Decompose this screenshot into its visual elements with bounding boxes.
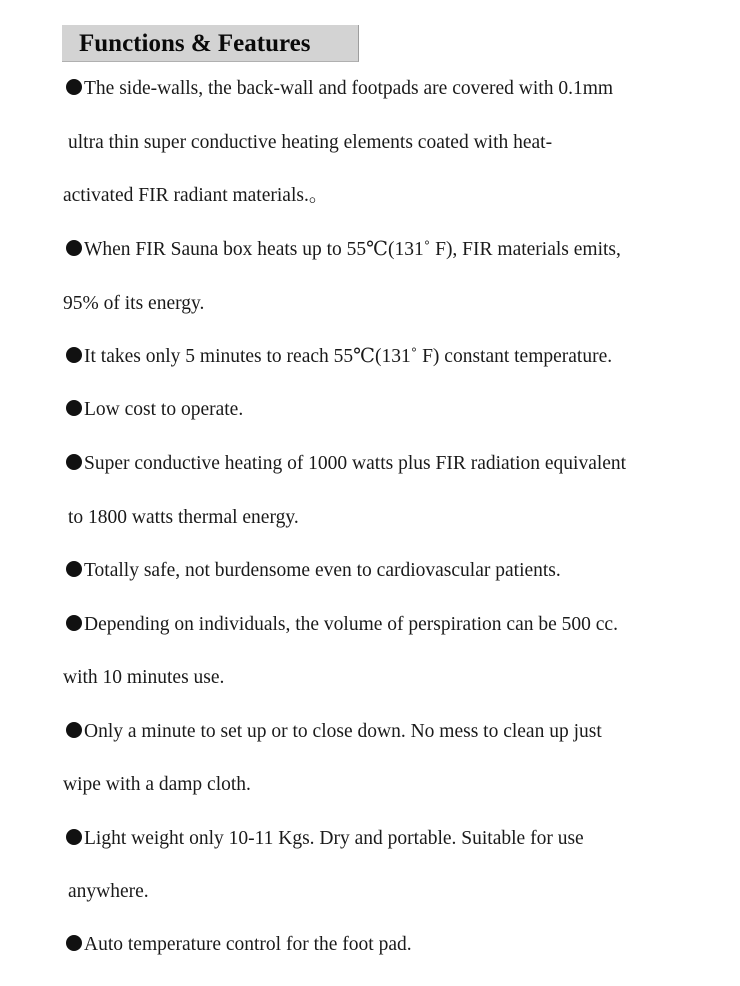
- bullet-icon: [66, 454, 82, 470]
- feature-text: It takes only 5 minutes to reach 55℃(131˚ F) constant temperature.: [84, 346, 613, 367]
- feature-line-16: [68, 880, 149, 904]
- feature-text: to 1800 watts thermal energy.: [68, 507, 299, 528]
- feature-line-6: [66, 345, 612, 369]
- feature-text: Only a minute to set up or to close down. No mess to clean up just: [84, 721, 602, 742]
- bullet-icon: [66, 347, 82, 363]
- section-header: [62, 25, 359, 62]
- feature-line-9: [68, 506, 299, 530]
- feature-line-17: [66, 933, 412, 957]
- feature-text: Depending on individuals, the volume of perspiration can be 500 cc.: [84, 614, 618, 635]
- feature-text: activated FIR radiant materials.。: [63, 185, 329, 206]
- bullet-icon: [66, 935, 82, 951]
- bullet-icon: [66, 561, 82, 577]
- feature-line-10: [66, 559, 561, 583]
- feature-line-5: [63, 292, 204, 316]
- bullet-icon: [66, 240, 82, 256]
- bullet-icon: [66, 722, 82, 738]
- feature-text: The side-walls, the back-wall and footpads are covered with 0.1mm: [84, 78, 614, 99]
- feature-text: Light weight only 10-11 Kgs. Dry and portable. Suitable for use: [84, 828, 584, 849]
- feature-text: Low cost to operate.: [84, 399, 244, 420]
- feature-line-4: [66, 238, 621, 262]
- feature-text: Auto temperature control for the foot pad.: [84, 934, 412, 955]
- feature-line-11: [66, 613, 618, 637]
- feature-line-15: [66, 827, 584, 851]
- feature-text: ultra thin super conductive heating elements coated with heat-: [68, 132, 553, 153]
- feature-text: anywhere.: [68, 881, 149, 902]
- feature-line-1: [66, 77, 613, 101]
- feature-text: Totally safe, not burdensome even to cardiovascular patients.: [84, 560, 561, 581]
- feature-line-8: [66, 452, 626, 476]
- feature-line-7: [66, 398, 243, 422]
- bullet-icon: [66, 400, 82, 416]
- feature-text: wipe with a damp cloth.: [63, 774, 251, 795]
- feature-line-3: [63, 184, 328, 208]
- bullet-icon: [66, 829, 82, 845]
- feature-line-12: [63, 666, 224, 690]
- feature-line-14: [63, 773, 251, 797]
- page-title: Functions & Features: [79, 30, 311, 57]
- feature-text: with 10 minutes use.: [63, 667, 225, 688]
- feature-text: When FIR Sauna box heats up to 55℃(131˚ F), FIR materials emits,: [84, 239, 621, 260]
- feature-text: Super conductive heating of 1000 watts plus FIR radiation equivalent: [84, 453, 627, 474]
- bullet-icon: [66, 79, 82, 95]
- feature-line-2: [68, 131, 552, 155]
- feature-line-13: [66, 720, 602, 744]
- bullet-icon: [66, 615, 82, 631]
- feature-text: 95% of its energy.: [63, 293, 205, 314]
